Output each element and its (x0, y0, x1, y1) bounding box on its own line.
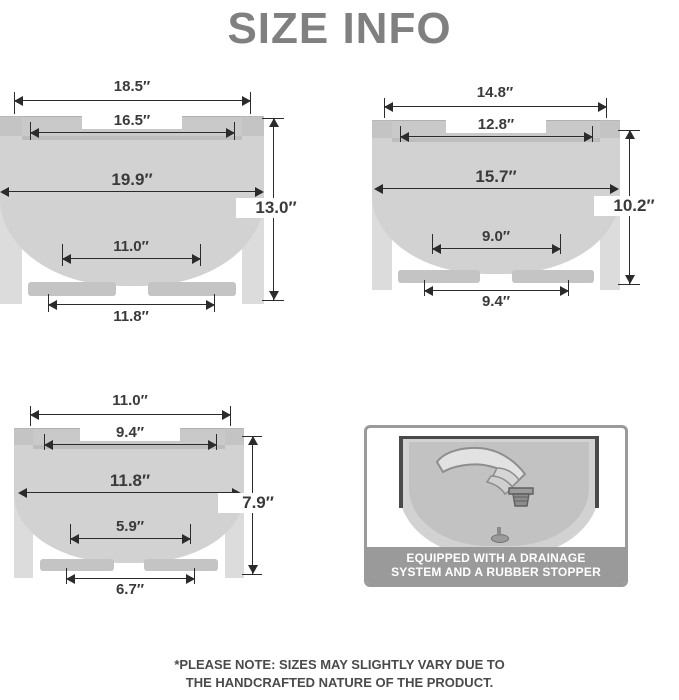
stopper-icon (503, 484, 545, 526)
arrow-medium-base-outer-right (560, 286, 569, 296)
label-large-base-outer-width: 11.8″ (81, 308, 181, 325)
large-pot-foot-left (28, 282, 116, 296)
arrow-large-base-inner-left (62, 254, 71, 264)
arrow-medium-inner-right (584, 132, 593, 142)
dimline-large-inner-top (30, 132, 235, 133)
medium-pot-inner-lip (392, 138, 600, 142)
arrow-small-base-outer-right (186, 574, 195, 584)
dimline-small-base-outer (66, 578, 195, 579)
arrow-medium-top-outer-right (598, 102, 607, 112)
label-large-top-inner-width: 16.5″ (82, 112, 182, 129)
disclaimer-line-2: THE HANDCRAFTED NATURE OF THE PRODUCT. (185, 675, 494, 690)
label-small-base-inner-width: 5.9″ (80, 518, 180, 535)
arrow-large-height-bottom (269, 291, 279, 300)
disclaimer-line-1: *PLEASE NOTE: SIZES MAY SLIGHTLY VARY DUE TO (174, 657, 505, 672)
arrow-large-max-left (0, 187, 9, 197)
dimline-medium-top-outer (384, 106, 607, 107)
arrow-medium-inner-left (400, 132, 409, 142)
small-planter-diagram (0, 392, 300, 622)
label-medium-max-width: 15.7″ (446, 167, 546, 187)
drainage-pot-wall-left (399, 436, 403, 508)
label-large-base-inner-width: 11.0″ (81, 238, 181, 255)
tick-medium-height-bottom (618, 284, 640, 285)
drainage-feature-panel (364, 425, 628, 587)
dimline-small-top-outer (30, 414, 231, 415)
label-large-top-outer-width: 18.5″ (82, 78, 182, 95)
label-medium-base-inner-width: 9.0″ (446, 228, 546, 245)
arrow-large-max-right (255, 187, 264, 197)
medium-planter-diagram (370, 84, 670, 334)
arrow-medium-height-bottom (625, 275, 635, 284)
dimline-large-max-width (4, 191, 260, 192)
arrow-large-base-inner-right (192, 254, 201, 264)
arrow-small-top-outer-left (30, 410, 39, 420)
arrow-large-top-outer-left (14, 96, 23, 106)
arrow-small-height-top (248, 436, 258, 445)
arrow-medium-base-outer-left (424, 286, 433, 296)
arrow-small-top-outer-right (222, 410, 231, 420)
medium-pot-body (372, 138, 620, 274)
label-large-max-width: 19.9″ (82, 170, 182, 190)
arrow-large-base-outer-right (206, 300, 215, 310)
arrow-small-base-inner-left (70, 534, 79, 544)
dimline-large-base-inner (62, 258, 201, 259)
arrow-medium-max-left (374, 184, 383, 194)
large-pot-foot-right (148, 282, 236, 296)
small-pot-body (14, 445, 244, 563)
drainage-caption-line1: EQUIPPED WITH A DRAINAGE (406, 551, 586, 565)
label-medium-top-outer-width: 14.8″ (445, 84, 545, 101)
arrow-small-base-outer-left (66, 574, 75, 584)
drain-plug-stem (497, 527, 501, 536)
arrow-large-height-top (269, 118, 279, 127)
arrow-medium-height-top (625, 130, 635, 139)
tick-small-height-bottom (242, 574, 262, 575)
medium-pot-foot-left (398, 270, 480, 283)
arrow-small-max-left (18, 488, 27, 498)
tick-large-height-bottom (262, 300, 284, 301)
page-title: SIZE INFO (227, 4, 452, 53)
arrow-medium-top-outer-left (384, 102, 393, 112)
large-pot-shape (0, 116, 264, 304)
dimline-medium-max-width (378, 188, 616, 189)
label-medium-top-inner-width: 12.8″ (446, 116, 546, 133)
dimline-large-base-outer (48, 304, 215, 305)
medium-pot-shape (372, 120, 620, 290)
drainage-pot-wall-right (595, 436, 599, 508)
drainage-caption-line2: SYSTEM AND A RUBBER STOPPER (391, 565, 601, 579)
arrow-large-inner-left (30, 128, 39, 138)
dimline-medium-base-inner (432, 248, 561, 249)
arrow-large-top-outer-right (242, 96, 251, 106)
dimline-medium-base-outer (424, 290, 569, 291)
arrow-small-inner-right (208, 440, 217, 450)
dimline-large-top-outer (14, 100, 251, 101)
large-pot-inner-lip (22, 136, 242, 140)
medium-pot-foot-right (512, 270, 594, 283)
arrow-medium-base-inner-left (432, 244, 441, 254)
arrow-small-base-inner-right (182, 534, 191, 544)
large-planter-diagram (0, 78, 300, 338)
dimline-medium-inner-top (400, 136, 593, 137)
label-small-top-outer-width: 11.0″ (80, 392, 180, 409)
arrow-medium-base-inner-right (552, 244, 561, 254)
label-medium-height: 10.2″ (594, 196, 674, 216)
arrow-small-inner-left (44, 440, 53, 450)
small-pot-inner-lip (33, 445, 225, 449)
label-medium-base-outer-width: 9.4″ (446, 293, 546, 310)
arrow-large-base-outer-left (48, 300, 57, 310)
large-pot-body (0, 136, 264, 286)
small-pot-shape (14, 428, 244, 578)
arrow-medium-max-right (610, 184, 619, 194)
label-small-max-width: 11.8″ (80, 471, 180, 491)
arrow-large-inner-right (226, 128, 235, 138)
small-pot-foot-right (144, 559, 218, 571)
small-pot-foot-left (40, 559, 114, 571)
drainage-caption (367, 547, 625, 584)
dimline-small-max-width (22, 492, 238, 493)
dimline-small-base-inner (70, 538, 191, 539)
disclaimer-note (0, 656, 679, 692)
label-small-height: 7.9″ (218, 493, 298, 513)
label-large-height: 13.0″ (236, 198, 316, 218)
label-small-base-outer-width: 6.7″ (80, 581, 180, 598)
arrow-small-height-bottom (248, 565, 258, 574)
dimline-small-inner-top (44, 444, 217, 445)
label-small-top-inner-width: 9.4″ (80, 424, 180, 441)
